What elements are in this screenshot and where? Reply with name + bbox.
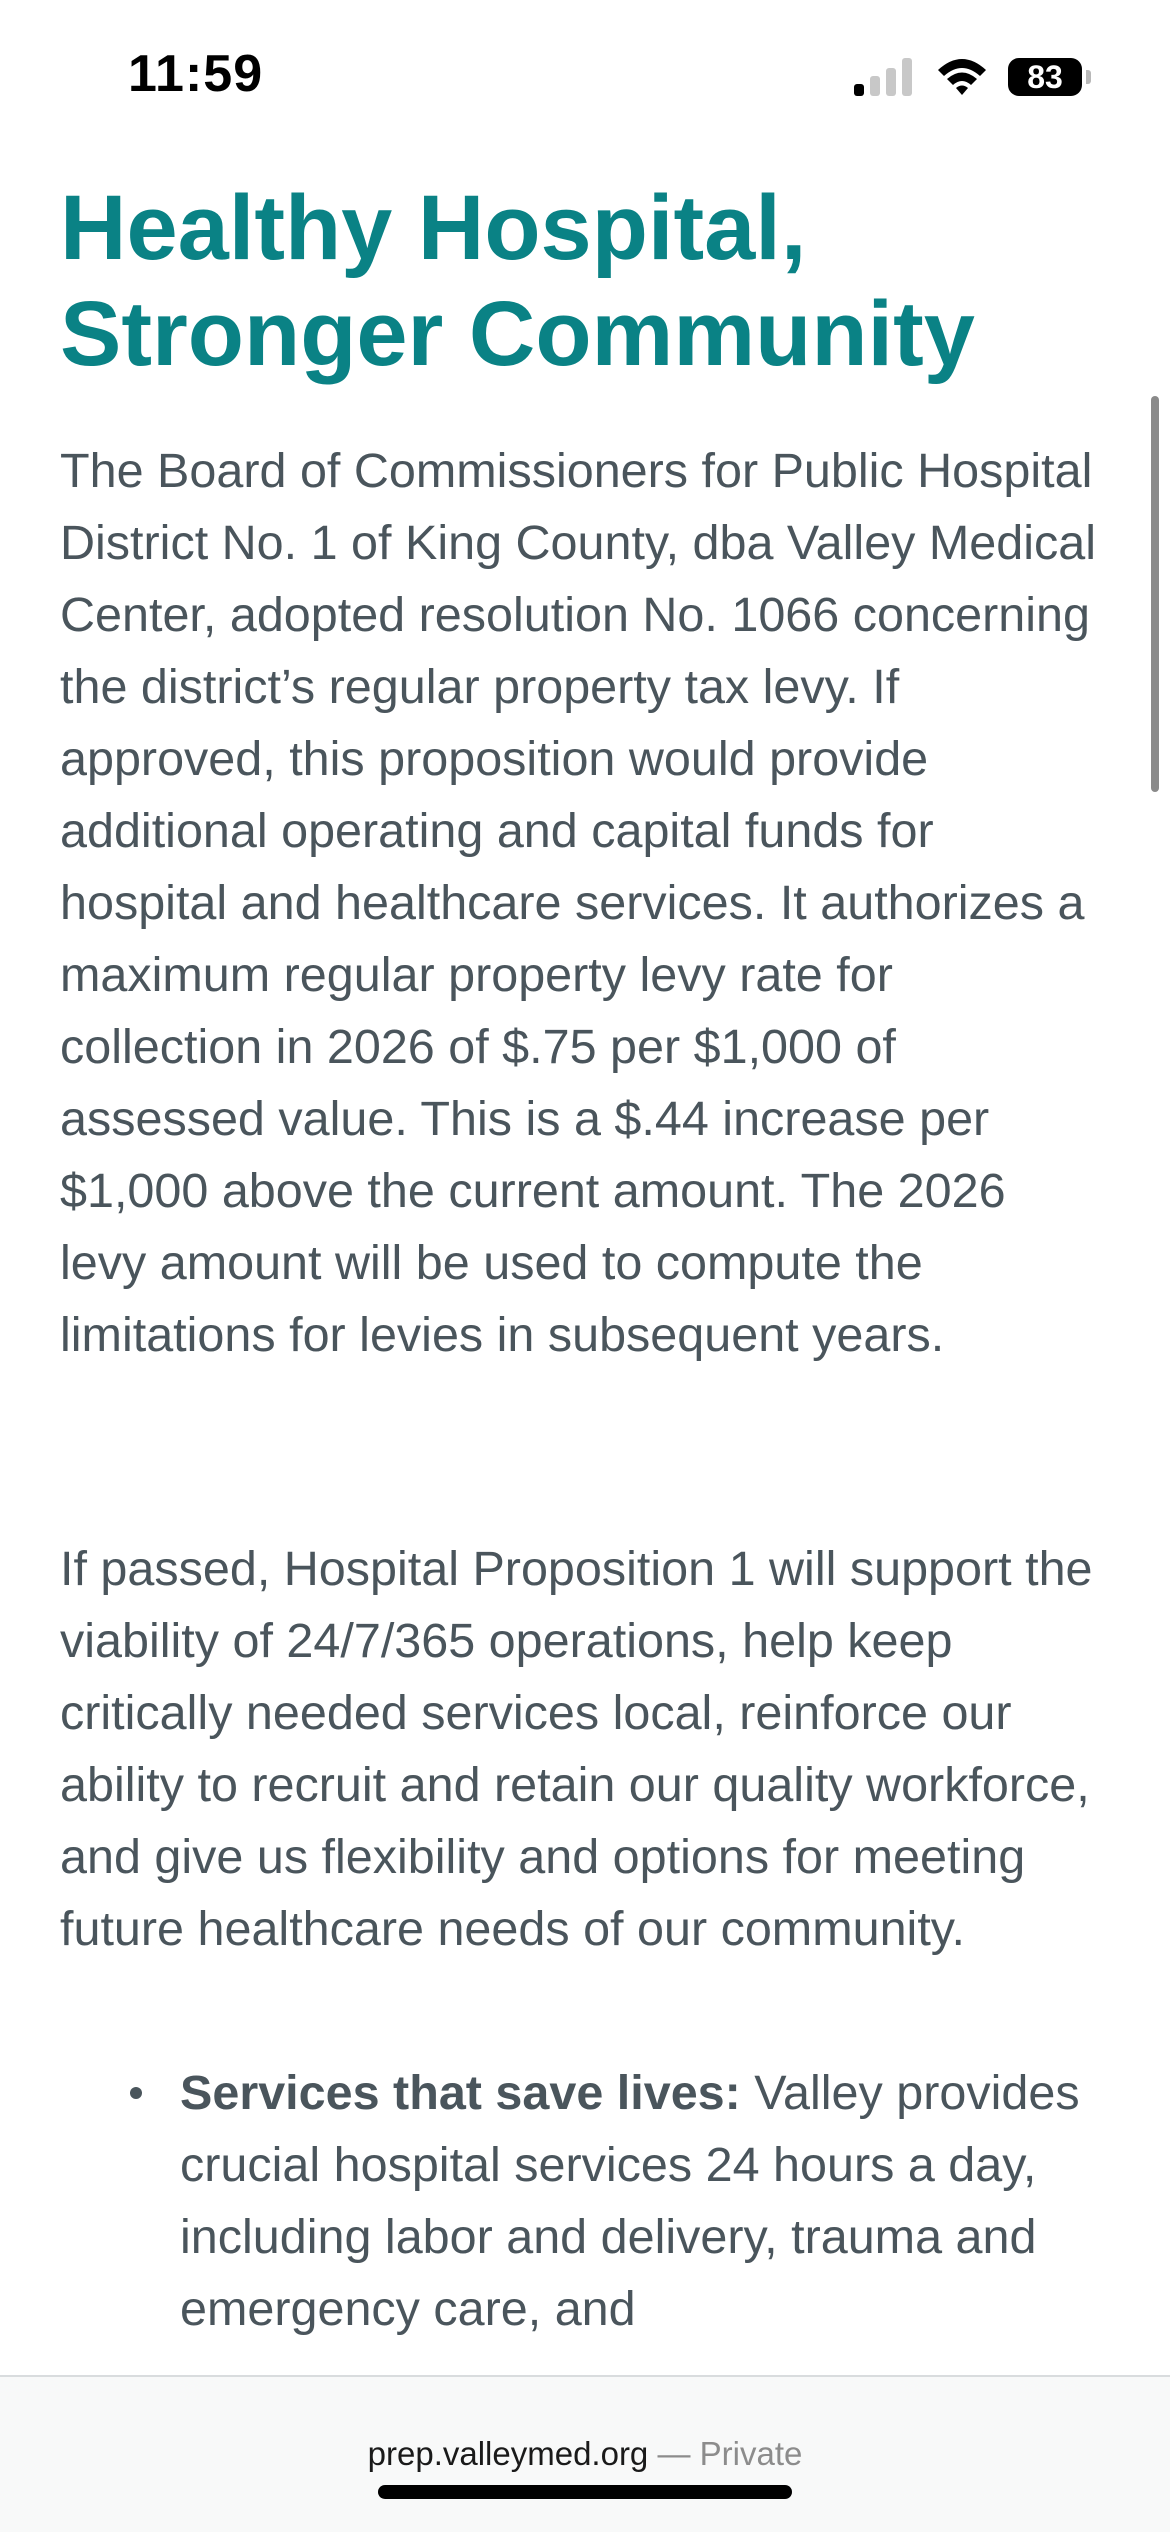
battery-icon: 83 bbox=[1008, 58, 1082, 96]
url-separator: — bbox=[648, 2435, 700, 2472]
status-bar bbox=[0, 0, 1170, 140]
url-domain: prep.valleymed.org bbox=[367, 2435, 649, 2472]
page-title bbox=[60, 175, 1100, 387]
scrollbar[interactable] bbox=[1151, 396, 1159, 792]
list-item bbox=[60, 2057, 1100, 2345]
list-item-heading: Services that save lives: bbox=[180, 2066, 741, 2120]
page-title-line-2: Stronger Community bbox=[60, 283, 975, 385]
bullet-icon bbox=[130, 2087, 142, 2099]
page-title-line-1: Healthy Hospital, bbox=[60, 177, 807, 279]
intro-paragraph: The Board of Commissioners for Public Hospital District No. 1 of King County, dba Valley Medical Center, adopted resolution No. 1066 concerning the district’s regular property tax levy. If approved, this proposition would provide additional operating and capital funds for hospital and healthcare services. It authorizes a maximum regular property levy rate for collection in 2026 of $.75 per $1,000 of assessed value. This is a $.44 increase per $1,000 above the current amount. The 2026 levy amount will be used to compute the limitations for levies in subsequent years. bbox=[60, 444, 1097, 1362]
battery-cap bbox=[1086, 70, 1091, 84]
article-content bbox=[60, 140, 1100, 2375]
benefits-list bbox=[60, 2057, 1100, 2345]
home-indicator[interactable] bbox=[378, 2485, 792, 2499]
url-display[interactable] bbox=[0, 2432, 1170, 2476]
wifi-icon bbox=[935, 56, 989, 98]
list-item-text: Valley provides crucial hospital services 24 hours a day, including labor and delivery, trauma and emergency care, and bbox=[180, 2066, 1080, 2336]
proposition-paragraph: If passed, Hospital Proposition 1 will support the viability of 24/7/365 operations, help keep critically needed services local, reinforce our ability to recruit and retain our quality workforce, and give us flexibility and options for meeting future healthcare needs of our community. bbox=[60, 1542, 1093, 1956]
private-mode-label: Private bbox=[699, 2435, 803, 2472]
status-time: 11:59 bbox=[128, 45, 264, 103]
browser-address-bar[interactable] bbox=[0, 2375, 1170, 2532]
cellular-signal-icon bbox=[854, 58, 914, 96]
